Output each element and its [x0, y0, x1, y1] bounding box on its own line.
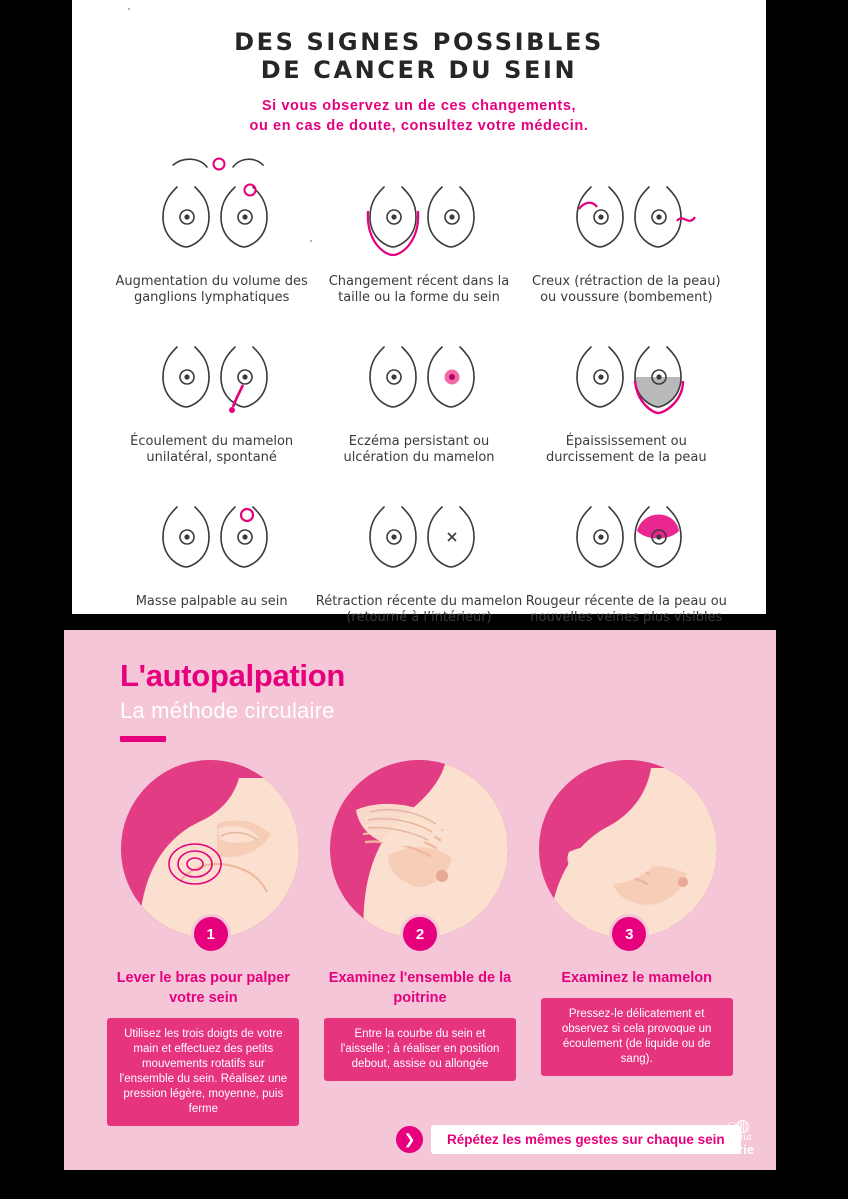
- self-exam-step3-illustration: [539, 760, 717, 938]
- sign-item: [315, 154, 522, 306]
- page-title-line2: DE CANCER DU SEIN: [260, 56, 578, 84]
- self-exam-title: L'autopalpation: [120, 658, 346, 693]
- step-title: Lever le bras pour palper votre sein: [116, 970, 290, 1006]
- sign-item: [523, 474, 730, 626]
- signs-grid: [72, 154, 766, 626]
- step-illustration-2: [330, 760, 510, 943]
- signs-panel: [72, 0, 766, 625]
- step-number-badge: 2: [400, 914, 440, 954]
- step-title: Examinez le mamelon: [561, 970, 713, 986]
- sign-caption: Écoulement du mamelon unilatéral, spontané: [130, 434, 294, 465]
- title-underline: [120, 736, 166, 742]
- repeat-note: Répétez les mêmes gestes sur chaque sein: [431, 1125, 741, 1154]
- sign-item: [315, 474, 522, 626]
- repeat-footer: [64, 1125, 776, 1157]
- breasts-nipple-retraction-icon: [344, 474, 494, 592]
- sign-caption: Masse palpable au sein: [135, 594, 288, 609]
- self-exam-steps: [64, 938, 776, 1126]
- breasts-skin-thickening-icon: [551, 314, 701, 432]
- self-exam-subtitle: La méthode circulaire: [120, 698, 335, 723]
- sign-caption: Augmentation du volume des ganglions lymphatiques: [115, 274, 308, 305]
- subtitle-line2: ou en cas de doute, consultez votre médecin.: [249, 118, 589, 134]
- sign-item: [523, 314, 730, 466]
- self-exam-illustrations: [64, 760, 776, 943]
- signs-header: [72, 0, 766, 136]
- sign-caption: Rétraction récente du mamelon (retourné à l’intérieur): [315, 594, 523, 625]
- sign-caption: Creux (rétraction de la peau) ou voussure (bombement): [532, 274, 721, 305]
- sign-item: [315, 314, 522, 466]
- speck: [310, 240, 312, 242]
- sign-caption: Rougeur récente de la peau ou nouvelles veines plus visibles: [525, 594, 727, 625]
- sign-item: [108, 314, 315, 466]
- step-number-badge: 3: [609, 914, 649, 954]
- self-exam-panel: [64, 630, 776, 1170]
- speck: [128, 8, 130, 10]
- self-exam-header: [64, 630, 776, 742]
- breasts-palpable-mass-icon: [137, 474, 287, 592]
- institut-curie-logo: [720, 1116, 754, 1157]
- page-title-line1: DES SIGNES POSSIBLES: [234, 28, 604, 56]
- step-column: [539, 938, 734, 1126]
- chevron-right-icon[interactable]: ❯: [396, 1126, 423, 1153]
- sign-caption: Épaississement ou durcissement de la peau: [546, 434, 707, 465]
- subtitle-line1: Si vous observez un de ces changements,: [261, 98, 577, 114]
- logo-line1: Institut: [723, 1132, 752, 1143]
- sign-item: [108, 474, 315, 626]
- self-exam-step1-illustration: [121, 760, 299, 938]
- breasts-dimple-bulge-icon: [551, 154, 701, 272]
- breasts-redness-veins-icon: [551, 474, 701, 592]
- sign-item: [108, 154, 315, 306]
- breasts-shape-change-icon: [344, 154, 494, 272]
- sign-caption: Eczéma persistant ou ulcération du mamelon: [343, 434, 495, 465]
- step-illustration-3: [539, 760, 719, 943]
- logo-mark-icon: ◌◍: [726, 1116, 748, 1135]
- self-exam-step2-illustration: [330, 760, 508, 938]
- step-illustration-1: [121, 760, 301, 943]
- step-column: [106, 938, 301, 1126]
- breasts-nipple-eczema-icon: [344, 314, 494, 432]
- breasts-nipple-discharge-icon: [137, 314, 287, 432]
- step-column: [323, 938, 518, 1126]
- step-description: Pressez-le délicatement et observez si cela provoque un écoulement (de liquide ou de sang).: [541, 998, 733, 1076]
- step-description: Utilisez les trois doigts de votre main et effectuez des petits mouvements rotatifs sur l'ensemble du sein. Réalisez une pression légère, moyenne, puis ferme: [107, 1018, 299, 1126]
- sign-item: [523, 154, 730, 306]
- sign-caption: Changement récent dans la taille ou la forme du sein: [328, 274, 510, 305]
- logo-line2: Curie: [720, 1142, 754, 1157]
- step-number-badge: 1: [191, 914, 231, 954]
- step-title: Examinez l'ensemble de la poitrine: [328, 970, 512, 1006]
- breasts-lymph-nodes-icon: [137, 154, 287, 272]
- step-description: Entre la courbe du sein et l'aisselle ; à réaliser en position debout, assise ou allongée: [324, 1018, 516, 1081]
